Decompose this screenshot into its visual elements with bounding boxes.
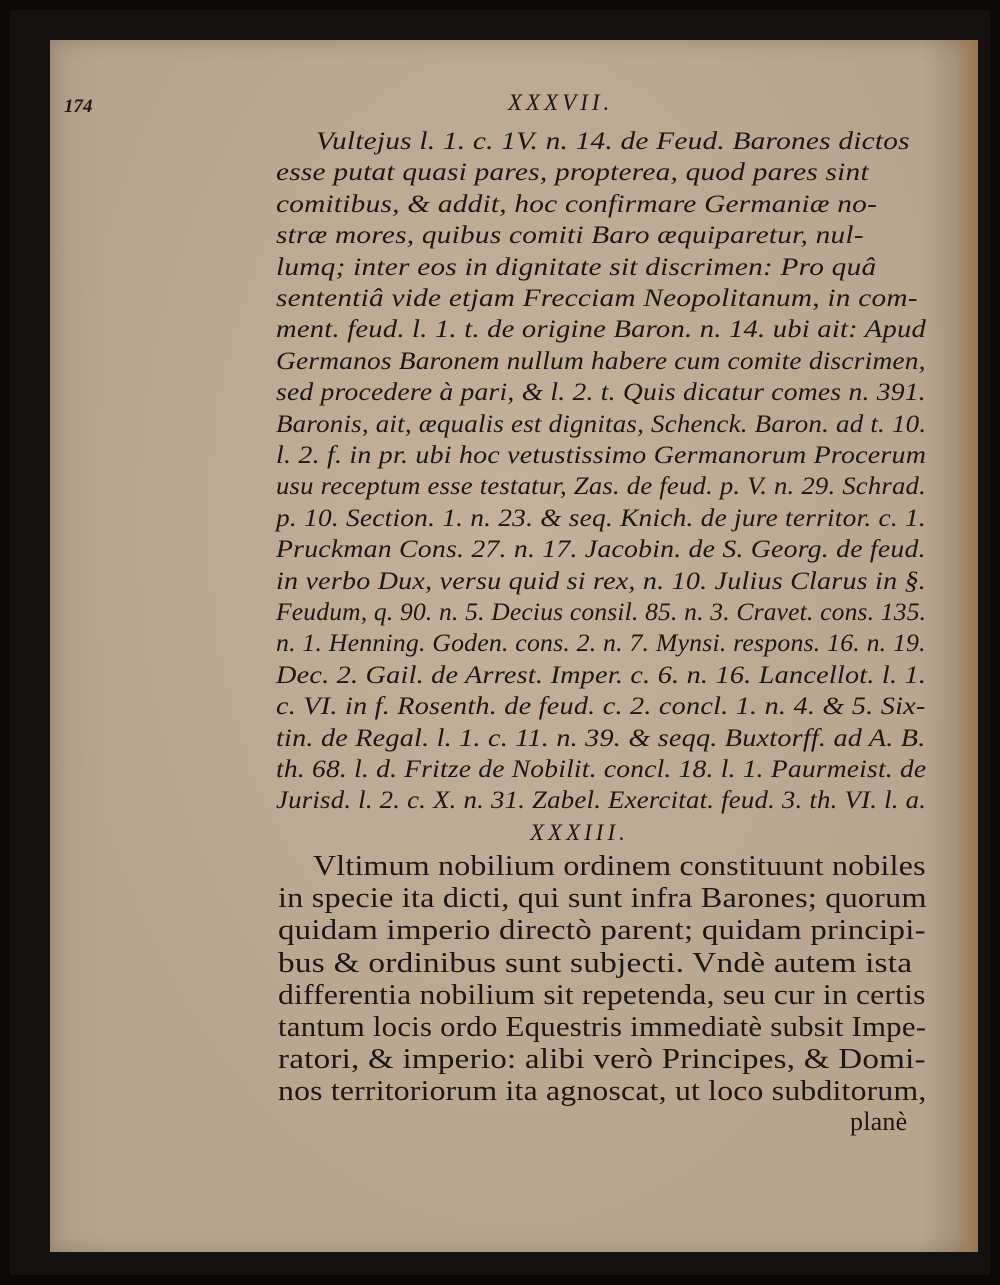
text-line: ment. feud. l. 1. t. de origine Baron. n. 14. ubi ait: Apud <box>276 314 927 344</box>
text-line: Vultejus l. 1. c. 1V. n. 14. de Feud. Barones dictos <box>316 126 910 155</box>
book-page <box>50 40 978 1252</box>
text-line: sed procedere à pari, & l. 2. t. Quis dicatur comes n. 391. <box>276 377 926 407</box>
catchword: planè <box>850 1107 908 1136</box>
text-line: l. 2. f. in pr. ubi hoc vetustissimo Germanorum Procerum <box>276 440 927 469</box>
text-line: Jurisd. l. 2. c. X. n. 31. Zabel. Exercitat. feud. 3. th. VI. l. a. <box>276 785 927 815</box>
text-line: usu receptum esse testatur, Zas. de feud. p. V. n. 29. Schrad. <box>276 471 927 501</box>
text-line: differentia nobilium sit repetenda, seu cur in certis <box>278 978 926 1011</box>
text-line: esse putat quasi pares, propterea, quod pares sint <box>276 157 869 187</box>
text-line: Dec. 2. Gail. de Arrest. Imper. c. 6. n. 16. Lancellot. l. 1. <box>276 659 927 689</box>
text-line: in specie ita dicti, qui sunt infra Barones; quorum <box>278 882 927 915</box>
text-line: th. 68. l. d. Fritze de Nobilit. concl. 18. l. 1. Paurmeist. de <box>276 754 927 783</box>
text-line: nos territoriorum ita agnoscat, ut loco subditorum, <box>278 1075 927 1108</box>
text-line: stræ mores, quibus comiti Baro æquiparetur, nul- <box>276 220 864 250</box>
text-line: sententiâ vide etjam Frecciam Neopolitanum, in com- <box>276 283 918 312</box>
text-line: c. VI. in f. Rosenth. de feud. c. 2. concl. 1. n. 4. & 5. Six- <box>276 691 926 721</box>
text-line: Germanos Baronem nullum habere cum comite discrimen, <box>276 345 926 375</box>
text-line: tantum locis ordo Equestris immediatè subsit Impe- <box>278 1011 927 1043</box>
page-number: 174 <box>64 96 93 117</box>
text-line: comitibus, & addit, hoc confirmare Germaniæ no- <box>276 188 878 218</box>
text-line: n. 1. Henning. Goden. cons. 2. n. 7. Mynsi. respons. 16. n. 19. <box>276 628 926 658</box>
text-line: Baronis, ait, æqualis est dignitas, Schenck. Baron. ad t. 10. <box>276 408 927 438</box>
section-heading-xxxiii: XXXIII. <box>530 820 629 845</box>
text-line: Feudum, q. 90. n. 5. Decius consil. 85. n. 3. Cravet. cons. 135. <box>276 597 927 626</box>
text-line: tin. de Regal. l. 1. c. 11. n. 39. & seqq. Buxtorff. ad A. B. <box>276 722 926 752</box>
text-line: in verbo Dux, versu quid si rex, n. 10. Julius Clarus in §. <box>276 565 927 595</box>
text-line: quidam imperio directò parent; quidam principi- <box>278 914 926 947</box>
text-line: bus & ordinibus sunt subjecti. Vndè autem ista <box>278 946 913 979</box>
text-line: lumq; inter eos in dignitate sit discrimen: Pro quâ <box>276 251 877 281</box>
text-line: p. 10. Section. 1. n. 23. & seq. Knich. de jure territor. c. 1. <box>276 502 926 532</box>
text-line: ratori, & imperio: alibi verò Principes, & Domi- <box>278 1043 926 1076</box>
page-edge <box>956 40 978 1252</box>
text-line: Pruckman Cons. 27. n. 17. Jacobin. de S. Georg. de feud. <box>276 534 926 564</box>
text-line: Vltimum nobilium ordinem constituunt nobiles <box>313 850 926 882</box>
section-heading-xxxvii: XXXVII. <box>508 90 614 115</box>
